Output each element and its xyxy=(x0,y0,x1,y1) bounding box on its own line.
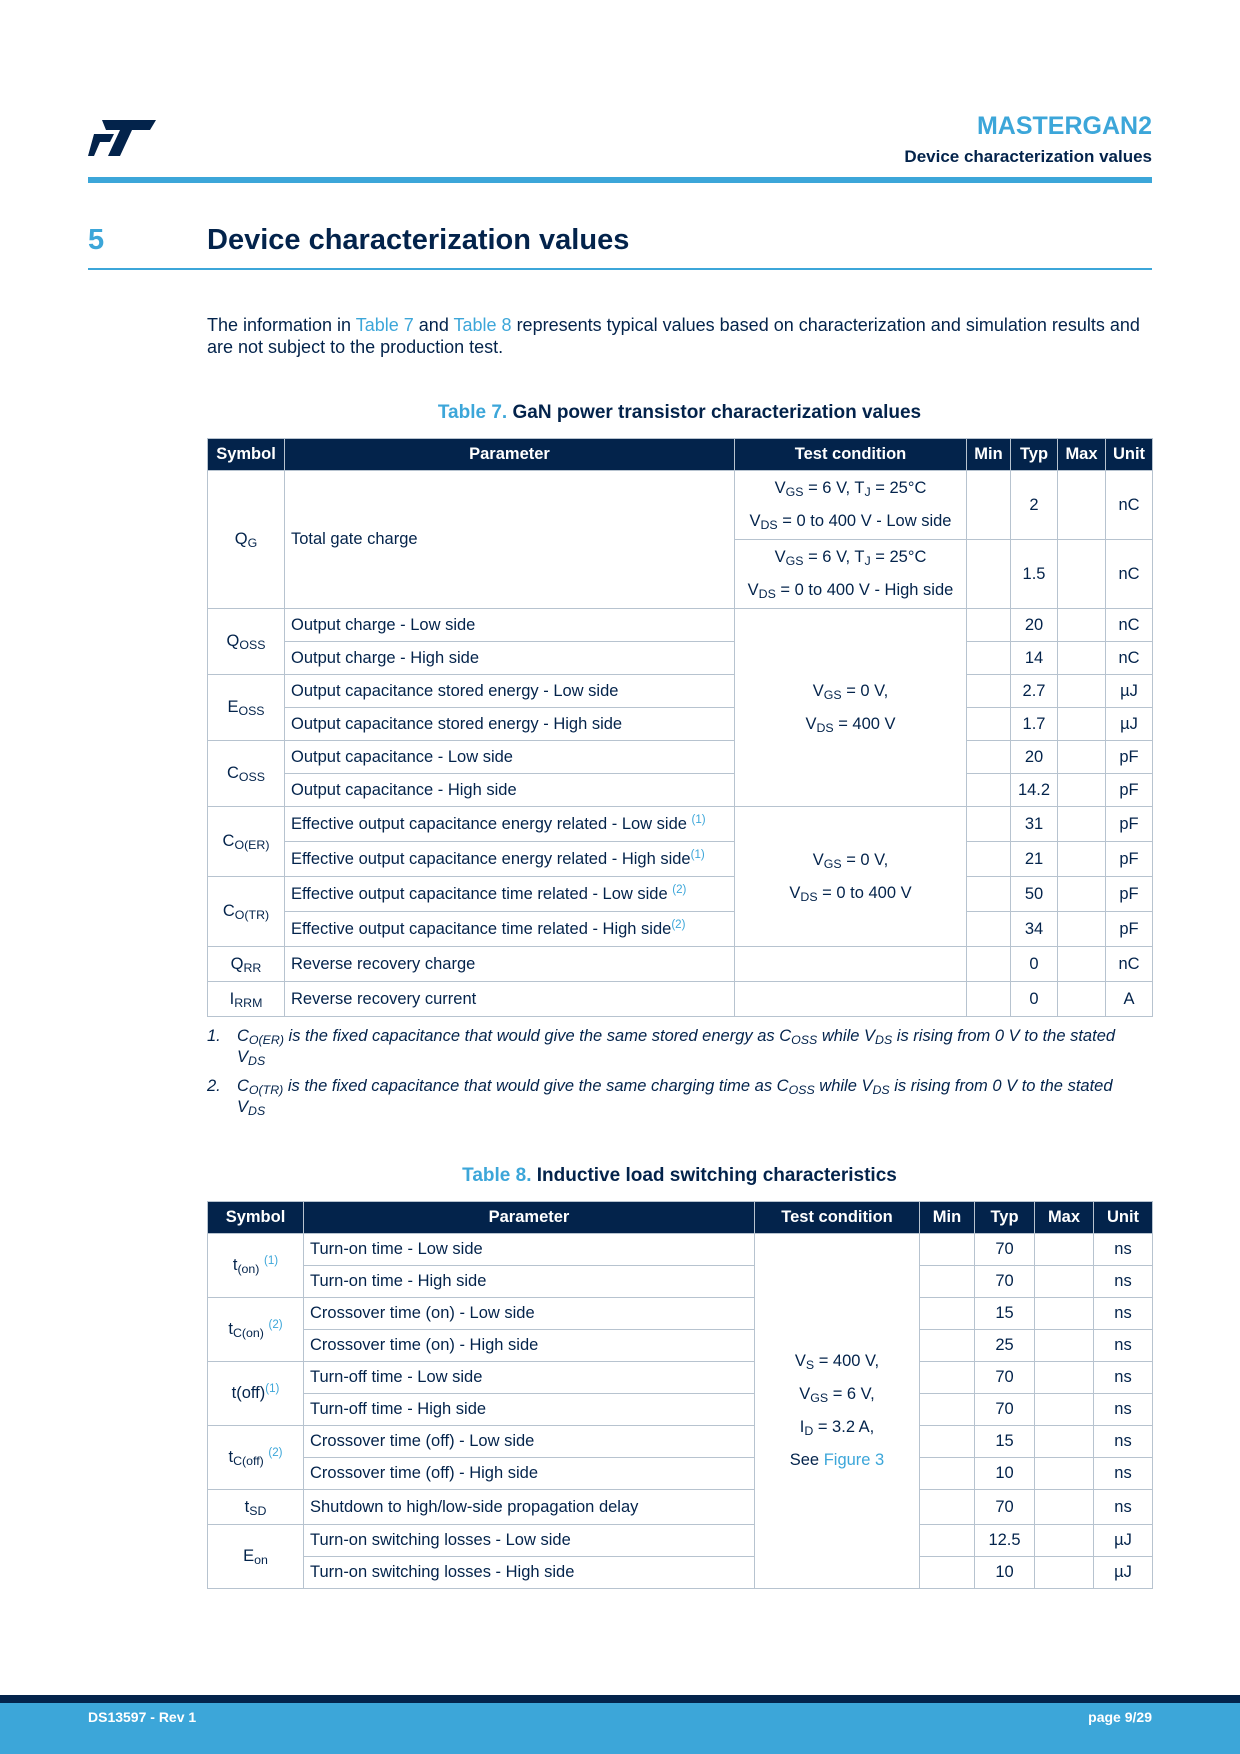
typ-cell: 2.7 xyxy=(1011,675,1058,708)
param-cell: Crossover time (on) - High side xyxy=(304,1330,755,1362)
section-divider xyxy=(88,268,1152,270)
table7-caption-title: GaN power transistor characterization values xyxy=(512,402,922,423)
table8-header-parameter: Parameter xyxy=(304,1202,755,1234)
table-row xyxy=(208,609,1153,642)
condition-cell: $V_{GS} = 6$ V, $T_J = 25^\circ C$ $V_{DS} = 0$ to 400 V - High side xyxy=(735,540,967,609)
typ-cell: 20 xyxy=(1011,609,1058,642)
footnote-text: $C_{O(TR)}$ is the fixed capacitance that would give the same charging time as $C_{OSS}$ while $V_{DS}$ is rising from 0 V to the stated $V_{DS}$ xyxy=(237,1077,1113,1119)
max-cell xyxy=(1035,1458,1094,1490)
min-cell xyxy=(967,540,1011,609)
unit-cell: nC xyxy=(1106,540,1153,609)
typ-cell: 15 xyxy=(975,1426,1035,1458)
table7-footnotes xyxy=(207,1026,1152,1126)
param-cell: Turn-on switching losses - High side xyxy=(304,1557,755,1589)
max-cell xyxy=(1035,1426,1094,1458)
intro-text: The information in xyxy=(207,315,356,335)
unit-cell: nC xyxy=(1106,609,1153,642)
param-cell: Turn-on switching losses - Low side xyxy=(304,1525,755,1557)
table-row xyxy=(208,642,1153,675)
symbol-cell: $t_{C(off)}$ $^{(2)}$ xyxy=(208,1426,304,1490)
st-logo xyxy=(88,118,158,158)
typ-cell: 2 xyxy=(1011,471,1058,540)
unit-cell: ns xyxy=(1094,1426,1153,1458)
symbol-cell: $E_{on}$ xyxy=(208,1525,304,1589)
unit-cell: ns xyxy=(1094,1234,1153,1266)
table7-link[interactable]: Table 7 xyxy=(355,315,414,335)
unit-cell: ns xyxy=(1094,1362,1153,1394)
param-cell: Reverse recovery current xyxy=(285,982,735,1017)
footer-doc-id: DS13597 - Rev 1 xyxy=(88,1709,197,1725)
doc-subtitle: Device characterization values xyxy=(904,147,1152,166)
table8-link[interactable]: Table 8 xyxy=(453,315,512,335)
max-cell xyxy=(1035,1330,1094,1362)
symbol-cell: $C_{O(TR)}$ xyxy=(208,877,285,947)
param-cell xyxy=(285,877,735,912)
table8-header-typ: Typ xyxy=(975,1202,1035,1234)
unit-cell: pF xyxy=(1106,807,1153,842)
typ-cell: 21 xyxy=(1011,842,1058,877)
table8-caption-number: Table 8. xyxy=(462,1165,532,1186)
param-text: Effective output capacitance time related - High side xyxy=(291,919,672,938)
footer-page-number: page 9/29 xyxy=(1088,1709,1152,1725)
min-cell xyxy=(967,912,1011,947)
table-row xyxy=(208,912,1153,947)
min-cell xyxy=(967,877,1011,912)
table7-header-parameter: Parameter xyxy=(285,439,735,471)
unit-cell: ns xyxy=(1094,1394,1153,1426)
unit-cell: µJ xyxy=(1106,675,1153,708)
min-cell xyxy=(967,982,1011,1017)
typ-cell: 1.7 xyxy=(1011,708,1058,741)
symbol-cell: $E_{OSS}$ xyxy=(208,675,285,741)
max-cell xyxy=(1058,708,1106,741)
unit-cell: A xyxy=(1106,982,1153,1017)
typ-cell: 10 xyxy=(975,1458,1035,1490)
table8 xyxy=(207,1201,1153,1589)
table7-header-min: Min xyxy=(967,439,1011,471)
min-cell xyxy=(967,807,1011,842)
unit-cell: µJ xyxy=(1094,1525,1153,1557)
param-cell xyxy=(285,807,735,842)
min-cell xyxy=(967,842,1011,877)
unit-cell: ns xyxy=(1094,1330,1153,1362)
table8-header-symbol: Symbol xyxy=(208,1202,304,1234)
typ-cell: 20 xyxy=(1011,741,1058,774)
table-row xyxy=(208,1426,1153,1458)
table-row xyxy=(208,1525,1153,1557)
condition-cell: $V_{GS} = 0$ V, $V_{DS} = 400$ V xyxy=(735,609,967,807)
typ-cell: 70 xyxy=(975,1362,1035,1394)
param-cell: Turn-on time - Low side xyxy=(304,1234,755,1266)
intro-text: and xyxy=(413,315,454,335)
logo-text: ST xyxy=(88,118,90,119)
condition-cell xyxy=(735,947,967,982)
min-cell xyxy=(920,1525,975,1557)
typ-cell: 1.5 xyxy=(1011,540,1058,609)
doc-title: MASTERGAN2 xyxy=(976,112,1152,140)
min-cell xyxy=(967,642,1011,675)
param-text: Effective output capacitance energy related - Low side xyxy=(291,814,687,833)
min-cell xyxy=(920,1362,975,1394)
unit-cell: ns xyxy=(1094,1490,1153,1525)
symbol-cell: $t_{C(on)}$ $^{(2)}$ xyxy=(208,1298,304,1362)
symbol-cell: $t_{(on)}$ $^{(1)}$ xyxy=(208,1234,304,1298)
max-cell xyxy=(1058,774,1106,807)
symbol-cell: $Q_{RR}$ xyxy=(208,947,285,982)
condition-cell: $V_{GS} = 6$ V, $T_J = 25^\circ C$ $V_{DS} = 0$ to 400 V - Low side xyxy=(735,471,967,540)
min-cell xyxy=(920,1394,975,1426)
footnote-ref[interactable]: (2) xyxy=(268,1447,283,1460)
unit-cell: pF xyxy=(1106,912,1153,947)
typ-cell: 70 xyxy=(975,1394,1035,1426)
min-cell xyxy=(967,947,1011,982)
table-row xyxy=(208,877,1153,912)
table8-header-max: Max xyxy=(1035,1202,1094,1234)
unit-cell: pF xyxy=(1106,741,1153,774)
typ-cell: 0 xyxy=(1011,947,1058,982)
header-divider xyxy=(88,177,1152,183)
table7-header-condition: Test condition xyxy=(735,439,967,471)
table-row xyxy=(208,774,1153,807)
table8-header-unit: Unit xyxy=(1094,1202,1153,1234)
table7-caption-number: Table 7. xyxy=(437,402,508,423)
table-row xyxy=(208,675,1153,708)
max-cell xyxy=(1058,877,1106,912)
table8-caption-title: Inductive load switching characteristics xyxy=(536,1165,897,1186)
table-row xyxy=(208,947,1153,982)
param-cell: Output capacitance stored energy - Low side xyxy=(285,675,735,708)
footnote-ref[interactable]: (1) xyxy=(691,813,706,826)
min-cell xyxy=(920,1330,975,1362)
typ-cell: 31 xyxy=(1011,807,1058,842)
typ-cell: 70 xyxy=(975,1266,1035,1298)
condition-cell xyxy=(735,982,967,1017)
max-cell xyxy=(1035,1234,1094,1266)
table-row xyxy=(208,982,1153,1017)
footnote-number: 1. xyxy=(207,1027,221,1045)
typ-cell: 10 xyxy=(975,1557,1035,1589)
param-cell: Output capacitance - High side xyxy=(285,774,735,807)
table-row xyxy=(208,1330,1153,1362)
param-cell: Output charge - Low side xyxy=(285,609,735,642)
max-cell xyxy=(1058,675,1106,708)
symbol-cell: $Q_G$ xyxy=(208,471,285,609)
param-cell: Output charge - High side xyxy=(285,642,735,675)
min-cell xyxy=(920,1298,975,1330)
footnote-ref[interactable]: (1) xyxy=(690,848,705,861)
typ-cell: 25 xyxy=(975,1330,1035,1362)
table-row xyxy=(208,842,1153,877)
figure3-link[interactable]: Figure 3 xyxy=(823,1451,885,1469)
footnote-ref[interactable]: (1) xyxy=(264,1255,279,1268)
condition-cell: $V_{GS} = 0$ V, $V_{DS} = 0$ to 400 V xyxy=(735,807,967,947)
min-cell xyxy=(967,774,1011,807)
max-cell xyxy=(1058,912,1106,947)
table-row xyxy=(208,1266,1153,1298)
min-cell xyxy=(920,1490,975,1525)
table-row xyxy=(208,1234,1153,1266)
typ-cell: 70 xyxy=(975,1490,1035,1525)
symbol-cell: $I_{RRM}$ xyxy=(208,982,285,1017)
table-row xyxy=(208,1490,1153,1525)
max-cell xyxy=(1035,1298,1094,1330)
table7-header-symbol: Symbol xyxy=(208,439,285,471)
max-cell xyxy=(1058,642,1106,675)
param-cell: Crossover time (on) - Low side xyxy=(304,1298,755,1330)
param-cell: Output capacitance - Low side xyxy=(285,741,735,774)
symbol-cell: t(off)$^{(1)}$ xyxy=(208,1362,304,1426)
symbol-cell: $t_{SD}$ xyxy=(208,1490,304,1525)
table8-caption xyxy=(207,1165,1152,1187)
max-cell xyxy=(1058,471,1106,540)
table-row xyxy=(208,1557,1153,1589)
param-cell xyxy=(285,842,735,877)
min-cell xyxy=(967,741,1011,774)
param-cell: Crossover time (off) - High side xyxy=(304,1458,755,1490)
unit-cell: µJ xyxy=(1094,1557,1153,1589)
unit-cell: ns xyxy=(1094,1298,1153,1330)
param-cell: Shutdown to high/low-side propagation delay xyxy=(304,1490,755,1525)
param-cell: Total gate charge xyxy=(285,471,735,609)
condition-cell: $V_S = 400$ V, $V_{GS} = 6$ V, $I_D = 3.2$ A, See Figure 3 xyxy=(755,1234,920,1589)
footnote-text: $C_{O(ER)}$ is the fixed capacitance that would give the same stored energy as $C_{OSS}$ while $V_{DS}$ is rising from 0 V to the stated $V_{DS}$ xyxy=(237,1027,1116,1069)
typ-cell: 34 xyxy=(1011,912,1058,947)
symbol-cell: $Q_{OSS}$ xyxy=(208,609,285,675)
typ-cell: 14 xyxy=(1011,642,1058,675)
table7 xyxy=(207,438,1153,1017)
min-cell xyxy=(920,1426,975,1458)
table8-header-condition: Test condition xyxy=(755,1202,920,1234)
typ-cell: 0 xyxy=(1011,982,1058,1017)
unit-cell: pF xyxy=(1106,774,1153,807)
min-cell xyxy=(920,1266,975,1298)
max-cell xyxy=(1035,1525,1094,1557)
typ-cell: 50 xyxy=(1011,877,1058,912)
intro-paragraph xyxy=(207,314,1152,358)
symbol-cell: $C_{O(ER)}$ xyxy=(208,807,285,877)
min-cell xyxy=(920,1234,975,1266)
min-cell xyxy=(967,675,1011,708)
footnote-1 xyxy=(207,1026,1152,1068)
max-cell xyxy=(1058,982,1106,1017)
max-cell xyxy=(1035,1266,1094,1298)
max-cell xyxy=(1058,741,1106,774)
max-cell xyxy=(1035,1362,1094,1394)
table7-header-max: Max xyxy=(1058,439,1106,471)
table-row xyxy=(208,1394,1153,1426)
unit-cell: µJ xyxy=(1106,708,1153,741)
typ-cell: 14.2 xyxy=(1011,774,1058,807)
param-cell: Turn-off time - Low side xyxy=(304,1362,755,1394)
table-row xyxy=(208,1458,1153,1490)
table8-header-min: Min xyxy=(920,1202,975,1234)
typ-cell: 15 xyxy=(975,1298,1035,1330)
typ-cell: 70 xyxy=(975,1234,1035,1266)
param-cell xyxy=(285,912,735,947)
table-row xyxy=(208,1298,1153,1330)
max-cell xyxy=(1058,842,1106,877)
section-title: Device characterization values xyxy=(207,224,630,256)
min-cell xyxy=(967,609,1011,642)
max-cell xyxy=(1035,1394,1094,1426)
table-row xyxy=(208,741,1153,774)
unit-cell: pF xyxy=(1106,842,1153,877)
footnote-ref[interactable]: (1) xyxy=(265,1383,280,1396)
table7-caption xyxy=(207,402,1152,424)
max-cell xyxy=(1058,540,1106,609)
table8-body xyxy=(208,1234,1153,1589)
min-cell xyxy=(967,708,1011,741)
unit-cell: nC xyxy=(1106,947,1153,982)
symbol-cell: $C_{OSS}$ xyxy=(208,741,285,807)
min-cell xyxy=(967,471,1011,540)
unit-cell: ns xyxy=(1094,1458,1153,1490)
unit-cell: pF xyxy=(1106,877,1153,912)
unit-cell: nC xyxy=(1106,471,1153,540)
param-cell: Reverse recovery charge xyxy=(285,947,735,982)
param-cell: Crossover time (off) - Low side xyxy=(304,1426,755,1458)
footnote-ref[interactable]: (2) xyxy=(268,1319,283,1332)
intro-text: represents typical values based on characterization and simulation results and are not subject to the production test. xyxy=(207,315,1140,357)
min-cell xyxy=(920,1458,975,1490)
footnote-2 xyxy=(207,1076,1152,1118)
typ-cell: 12.5 xyxy=(975,1525,1035,1557)
param-cell: Output capacitance stored energy - High side xyxy=(285,708,735,741)
unit-cell: nC xyxy=(1106,642,1153,675)
max-cell xyxy=(1035,1557,1094,1589)
param-cell: Turn-on time - High side xyxy=(304,1266,755,1298)
param-text: Effective output capacitance energy related - High side xyxy=(291,849,691,868)
footnote-ref[interactable]: (2) xyxy=(671,918,686,931)
min-cell xyxy=(920,1557,975,1589)
table7-header-unit: Unit xyxy=(1106,439,1153,471)
table-row xyxy=(208,807,1153,842)
footer-band-dark xyxy=(0,1695,1240,1703)
max-cell xyxy=(1058,947,1106,982)
max-cell xyxy=(1058,807,1106,842)
table-row xyxy=(208,708,1153,741)
footnote-number: 2. xyxy=(207,1077,221,1095)
table-row xyxy=(208,471,1153,540)
max-cell xyxy=(1035,1490,1094,1525)
table-row xyxy=(208,1362,1153,1394)
section-number: 5 xyxy=(88,224,105,256)
param-text: Effective output capacitance time related - Low side xyxy=(291,884,668,903)
max-cell xyxy=(1058,609,1106,642)
footnote-ref[interactable]: (2) xyxy=(672,883,687,896)
unit-cell: ns xyxy=(1094,1266,1153,1298)
param-cell: Turn-off time - High side xyxy=(304,1394,755,1426)
table7-header-typ: Typ xyxy=(1011,439,1058,471)
